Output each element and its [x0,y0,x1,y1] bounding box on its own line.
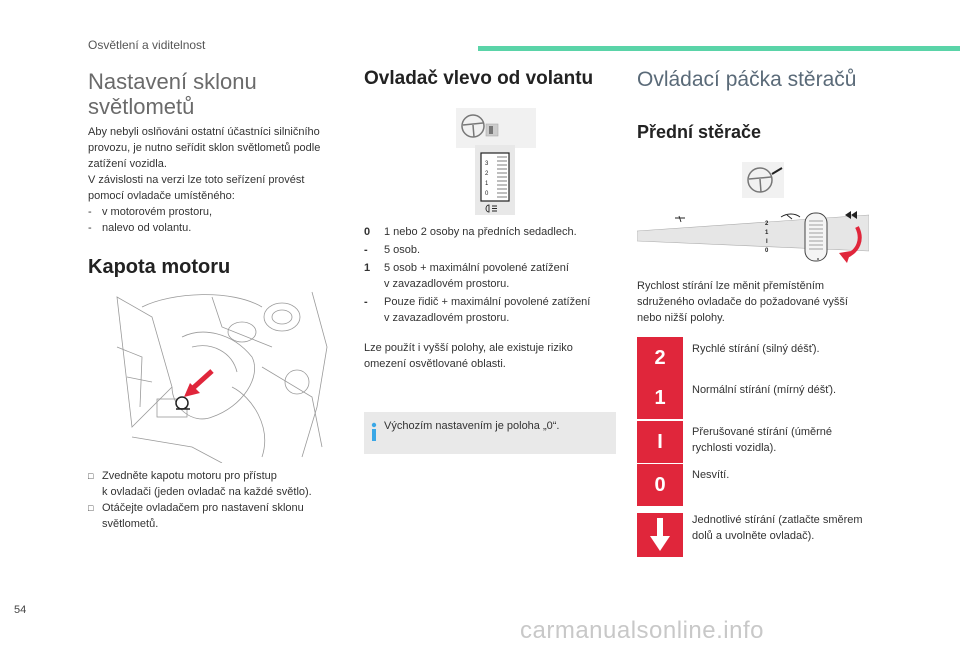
position-list [364,224,616,326]
down-arrow-icon [649,518,671,552]
speed-label-single: Jednotlivé stírání (zatlačte směrem dolů a uvolněte ovladač). [692,514,863,542]
watermark: carmanualsonline.info [520,617,764,644]
section-header: Osvětlení a viditelnost [88,38,206,52]
checkbox-bullet-icon: □ [88,471,94,481]
svg-text:2: 2 [765,221,769,227]
checkbox-bullet-icon: □ [88,503,94,513]
list-item: - 5 osob. [364,244,421,256]
speed-badge-off: 0 [637,464,683,506]
page-number: 54 [14,604,27,616]
info-box: Výchozím nastavením je poloha „0“. [364,412,616,454]
left-of-wheel-control-title: Ovladač vlevo od volantu [364,68,594,89]
wiper-stalk-title: Ovládací páčka stěračů [637,68,857,91]
wiper-stalk-illustration [637,205,869,267]
svg-text:3: 3 [485,161,489,167]
headlamp-intro: Aby nebyli oslňováni ostatní účastníci silničního provozu, je nutno seřídit sklon světlometů podle zatížení vozidla. V závislosti na verzi lze toto seřízení provést pomocí ovladače umístěného: - v motorovém prostoru, - nalevo od volantu. [88,126,321,234]
list-item: □ Otáčejte ovladačem pro nastavení sklonu světlometů. [88,502,304,530]
speed-badge-intermittent: I [637,421,683,463]
headlamp-dial-illustration [475,145,515,215]
svg-text:1: 1 [485,181,489,187]
wiper-intro: Rychlost stírání lze měnit přemístěním sdruženého ovladače do požadované vyšší nebo nižší polohy. [637,280,848,324]
speed-badge-fast: 2 [637,337,683,379]
front-wipers-subtitle: Přední stěrače [637,122,762,142]
speed-label-intermittent: Přerušované stírání (úměrné rychlosti vozidla). [692,426,833,454]
info-icon [370,422,378,442]
svg-text:0: 0 [485,191,489,197]
speed-label-fast: Rychlé stírání (silný déšť). [692,343,820,355]
hood-title: Kapota motoru [88,256,231,278]
steering-wheel-location-illustration [742,162,784,198]
dashboard-location-illustration [456,108,536,148]
header-accent-rule [478,46,960,51]
list-item: 0 1 nebo 2 osoby na předních sedadlech. [364,226,577,238]
list-item: □ Zvedněte kapotu motoru pro přístup k ovladači (jeden ovladač na každé světlo). [88,470,312,498]
svg-text:0: 0 [765,248,769,254]
engine-bay-illustration [112,287,338,463]
list-item: - nalevo od volantu. [88,222,192,234]
speed-badge-normal: 1 [637,377,683,419]
hood-steps [88,468,350,532]
svg-text:I: I [766,239,768,245]
speed-label-off: Nesvítí. [692,469,730,481]
list-item: - Pouze řidič + maximální povolené zatížení v zavazadlovém prostoru. [364,296,591,324]
speed-label-normal: Normální stírání (mírný déšť). [692,384,837,396]
svg-text:2: 2 [485,171,489,177]
speed-badge-single [637,513,683,557]
headlamp-adjustment-title: Nastavení sklonu světlometů [88,69,257,119]
list-item: - v motorovém prostoru, [88,206,213,218]
list-item: 1 5 osob + maximální povolené zatížení v zavazadlovém prostoru. [364,262,569,290]
svg-text:1: 1 [765,230,769,236]
higher-positions-note: Lze použít i vyšší polohy, ale existuje riziko omezení osvětlované oblasti. [364,342,573,370]
